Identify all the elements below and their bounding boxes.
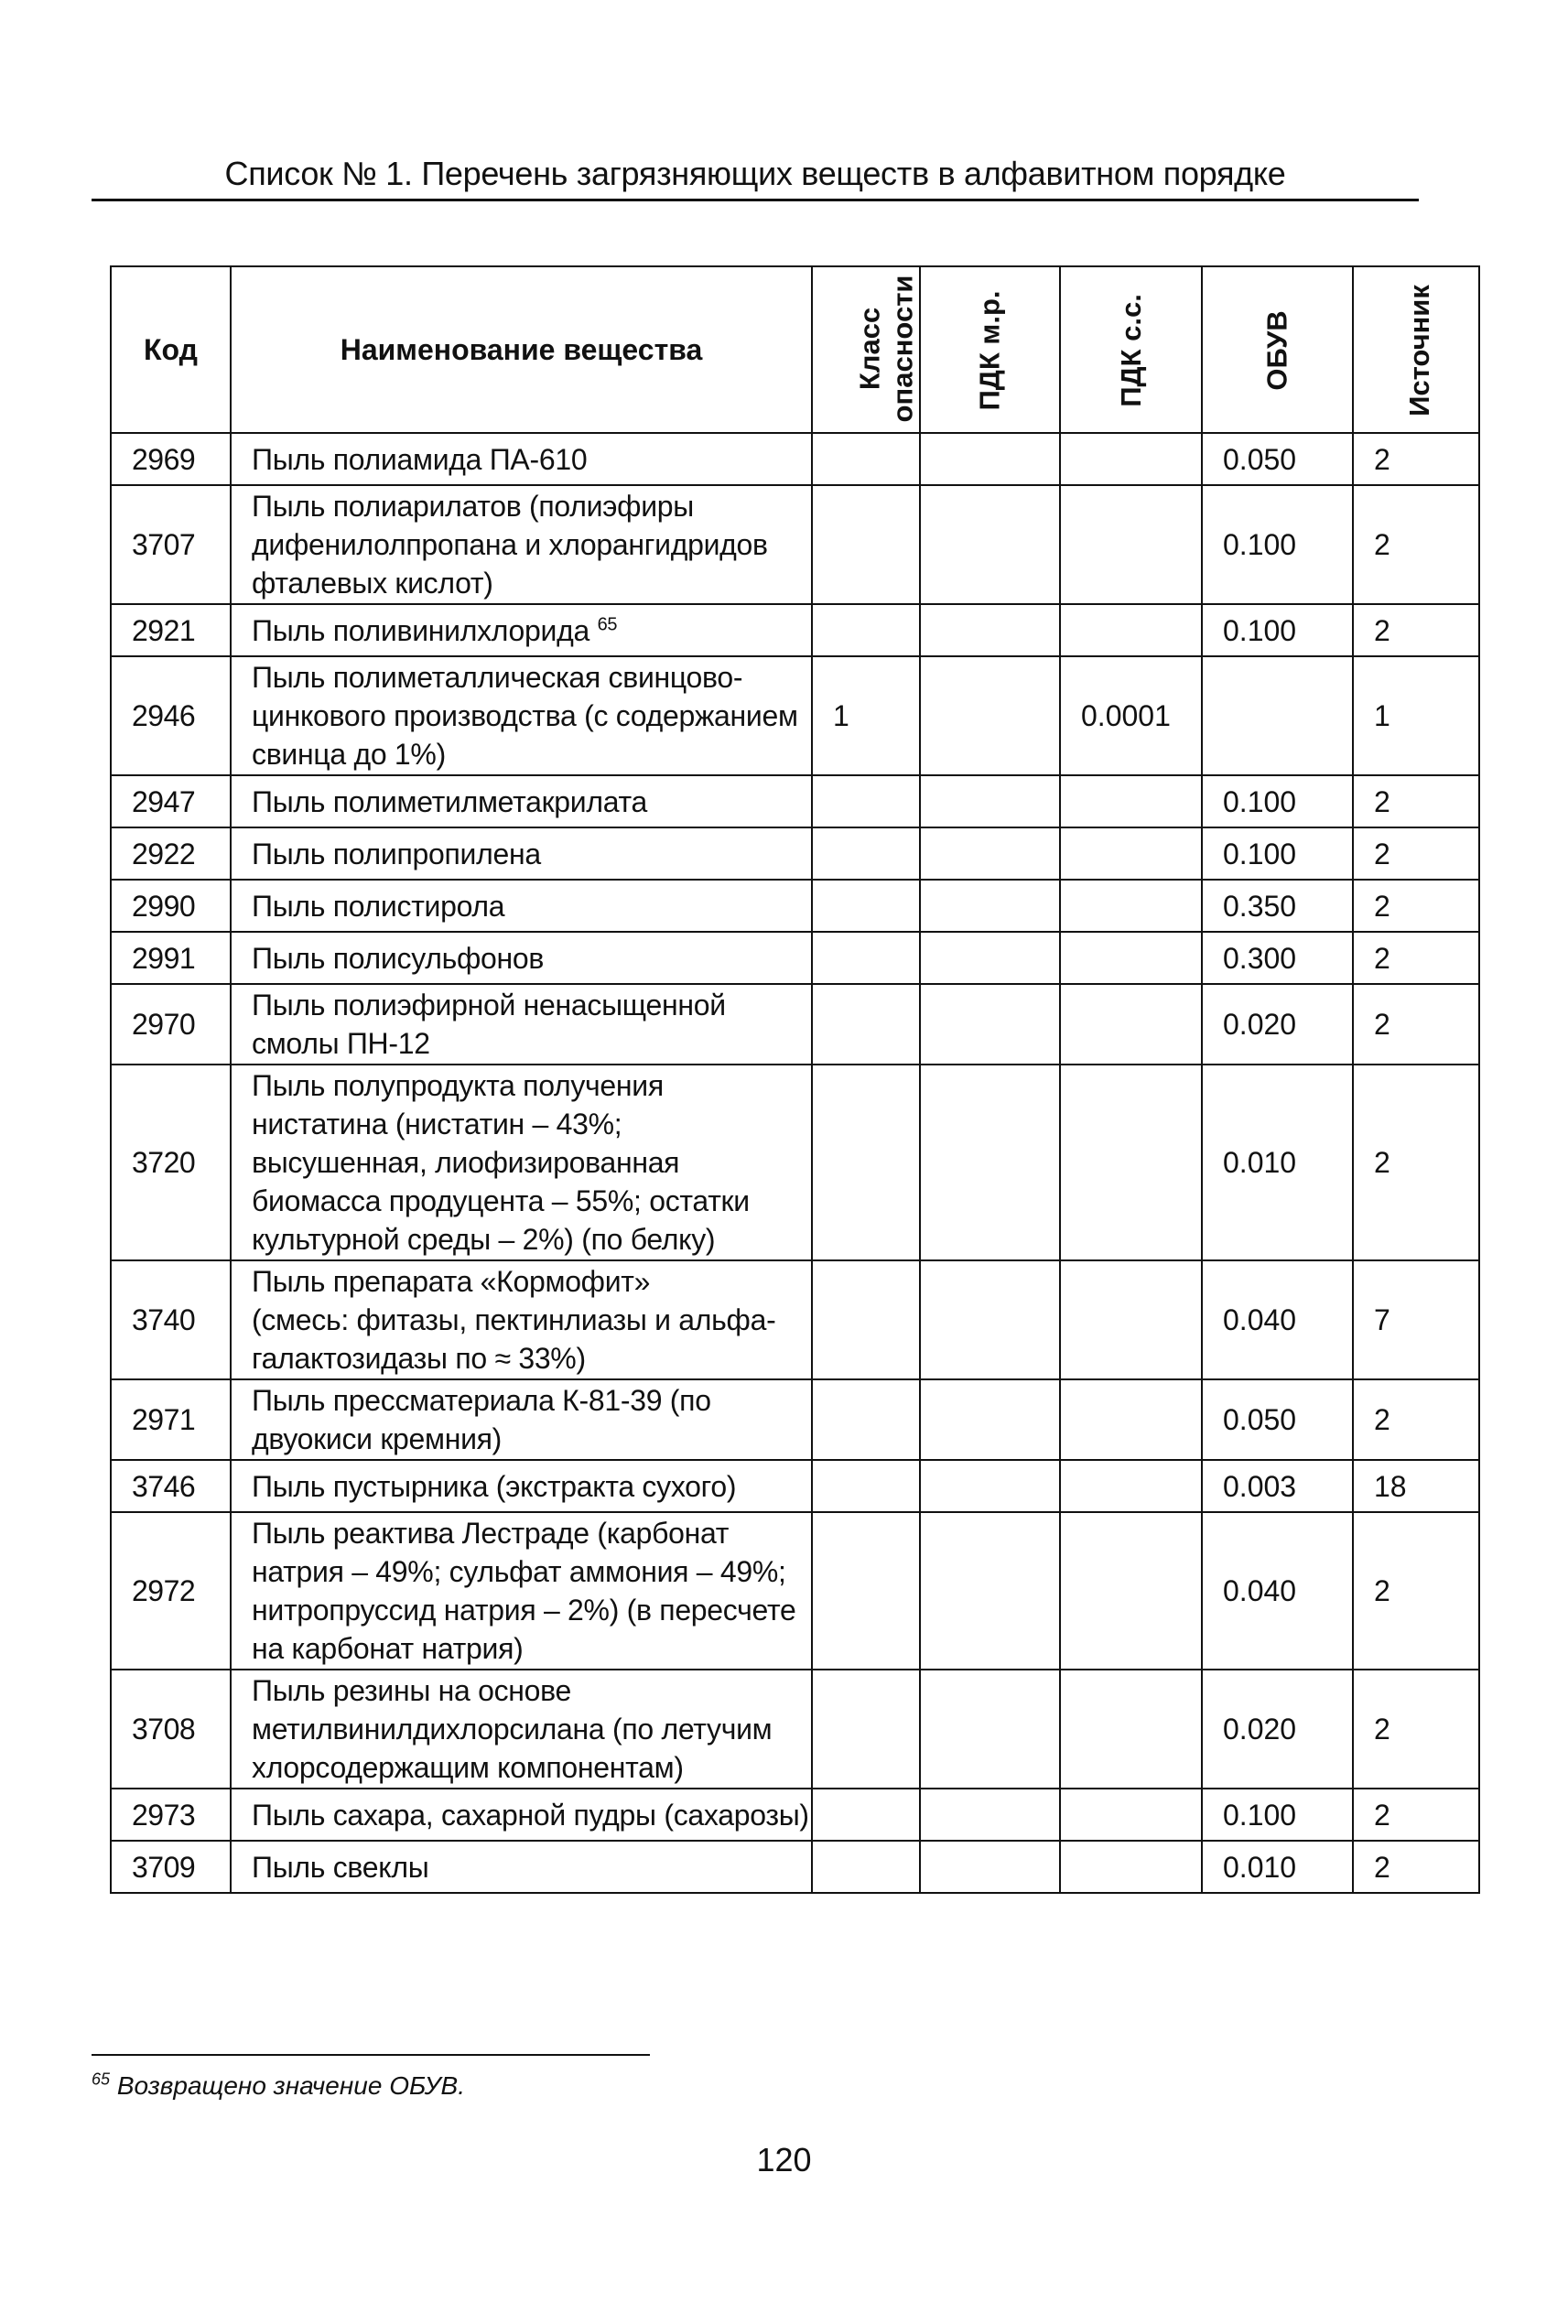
cell-name <box>231 1379 812 1460</box>
cell-name-line: Пыль реактива Лестраде (карбонат <box>252 1517 730 1550</box>
table-row <box>111 1512 1479 1670</box>
cell-code: 2946 <box>111 656 231 775</box>
cell-source: 2 <box>1353 1789 1479 1841</box>
cell-pdk-ss <box>1060 1379 1202 1460</box>
header-pdk-ss-label: ПДК с.с. <box>1114 294 1147 407</box>
cell-pdk-mr <box>920 485 1060 604</box>
page-title: Список № 1. Перечень загрязняющих веществ в алфавитном порядке <box>224 155 1286 192</box>
cell-code: 2947 <box>111 775 231 827</box>
cell-source: 2 <box>1353 775 1479 827</box>
cell-obuv: 0.010 <box>1202 1065 1353 1260</box>
cell-pdk-mr <box>920 1260 1060 1379</box>
header-hazard-class <box>812 266 920 433</box>
cell-name-line: хлорсодержащим компонентам) <box>252 1751 684 1784</box>
cell-pdk-ss <box>1060 1065 1202 1260</box>
table-row <box>111 1789 1479 1841</box>
substances-table <box>110 265 1480 1894</box>
cell-name-line: Пыль полиамида ПА-610 <box>252 442 588 476</box>
header-obuv <box>1202 266 1353 433</box>
cell-hazard-class: 1 <box>812 656 920 775</box>
cell-name-line: (смесь: фитазы, пектинлиазы и альфа- <box>252 1303 776 1336</box>
cell-name-line: на карбонат натрия) <box>252 1632 524 1665</box>
cell-name-line: метилвинилдихлорсилана (по летучим <box>252 1713 773 1746</box>
title-rule <box>92 199 1419 201</box>
cell-source: 18 <box>1353 1460 1479 1512</box>
cell-name-line: Пыль сахара, сахарной пудры (сахарозы) <box>252 1798 809 1832</box>
cell-obuv: 0.050 <box>1202 1379 1353 1460</box>
table-row <box>111 485 1479 604</box>
cell-name-line: Пыль полиарилатов (полиэфиры <box>252 490 694 523</box>
table-row <box>111 932 1479 984</box>
cell-name-line: смолы ПН-12 <box>252 1027 430 1060</box>
cell-code: 2973 <box>111 1789 231 1841</box>
table-row <box>111 827 1479 880</box>
cell-source: 2 <box>1353 932 1479 984</box>
header-code: Код <box>111 266 231 433</box>
cell-code: 3707 <box>111 485 231 604</box>
cell-name-line: свинца до 1%) <box>252 738 446 771</box>
cell-hazard-class <box>812 1670 920 1789</box>
header-source <box>1353 266 1479 433</box>
cell-source: 2 <box>1353 1512 1479 1670</box>
footnote-rule <box>92 2054 650 2056</box>
cell-hazard-class <box>812 433 920 485</box>
cell-code: 3740 <box>111 1260 231 1379</box>
cell-code: 3709 <box>111 1841 231 1893</box>
page-number: 120 <box>756 2141 812 2178</box>
cell-hazard-class <box>812 1379 920 1460</box>
cell-name-line: нитропруссид натрия – 2%) (в пересчете <box>252 1594 796 1627</box>
cell-pdk-ss <box>1060 1670 1202 1789</box>
cell-obuv: 0.050 <box>1202 433 1353 485</box>
cell-pdk-mr <box>920 1065 1060 1260</box>
cell-name-line: Пыль полиметаллическая свинцово- <box>252 661 743 694</box>
cell-name-line: Пыль полипропилена <box>252 837 541 870</box>
cell-source: 2 <box>1353 1670 1479 1789</box>
cell-name-line: галактозидазы по ≈ 33%) <box>252 1342 586 1375</box>
cell-pdk-ss <box>1060 1512 1202 1670</box>
header-source-label: Источник <box>1402 285 1435 416</box>
header-pdk-ss <box>1060 266 1202 433</box>
cell-name <box>231 1789 812 1841</box>
cell-name <box>231 1670 812 1789</box>
cell-pdk-mr <box>920 1789 1060 1841</box>
cell-code: 3746 <box>111 1460 231 1512</box>
cell-name-line: Пыль препарата «Кормофит» <box>252 1265 651 1298</box>
cell-obuv: 0.100 <box>1202 485 1353 604</box>
cell-pdk-ss <box>1060 604 1202 656</box>
table-row <box>111 1841 1479 1893</box>
header-name: Наименование вещества <box>231 266 812 433</box>
cell-name <box>231 880 812 932</box>
cell-obuv: 0.020 <box>1202 1670 1353 1789</box>
cell-code: 2972 <box>111 1512 231 1670</box>
cell-name-line: Пыль полистирола <box>252 889 505 923</box>
cell-hazard-class <box>812 604 920 656</box>
cell-pdk-ss <box>1060 485 1202 604</box>
cell-hazard-class <box>812 984 920 1065</box>
cell-obuv: 0.020 <box>1202 984 1353 1065</box>
cell-code: 2921 <box>111 604 231 656</box>
cell-name-line: Пыль полиэфирной ненасыщенной <box>252 989 726 1021</box>
cell-name <box>231 1512 812 1670</box>
header-obuv-label: ОБУВ <box>1260 310 1293 391</box>
table-header-row <box>111 266 1479 433</box>
cell-obuv: 0.100 <box>1202 1789 1353 1841</box>
cell-pdk-mr <box>920 984 1060 1065</box>
cell-pdk-mr <box>920 775 1060 827</box>
cell-name-line: двуокиси кремния) <box>252 1422 503 1455</box>
header-hazard-class-line1: Класс <box>853 307 886 391</box>
footnote <box>92 2070 465 2102</box>
cell-code: 2971 <box>111 1379 231 1460</box>
cell-pdk-ss <box>1060 880 1202 932</box>
table-row <box>111 1260 1479 1379</box>
cell-hazard-class <box>812 1512 920 1670</box>
cell-source: 2 <box>1353 604 1479 656</box>
cell-obuv <box>1202 656 1353 775</box>
cell-obuv: 0.003 <box>1202 1460 1353 1512</box>
cell-pdk-mr <box>920 656 1060 775</box>
cell-code: 3720 <box>111 1065 231 1260</box>
cell-hazard-class <box>812 932 920 984</box>
table-row <box>111 604 1479 656</box>
cell-name-line: нистатина (нистатин – 43%; <box>252 1108 622 1140</box>
cell-pdk-mr <box>920 1512 1060 1670</box>
table-row <box>111 656 1479 775</box>
cell-code: 2922 <box>111 827 231 880</box>
cell-hazard-class <box>812 880 920 932</box>
cell-pdk-mr <box>920 1460 1060 1512</box>
cell-obuv: 0.040 <box>1202 1512 1353 1670</box>
cell-pdk-ss <box>1060 932 1202 984</box>
cell-pdk-mr <box>920 1841 1060 1893</box>
cell-name-line: культурной среды – 2%) (по белку) <box>252 1223 716 1256</box>
table-row <box>111 1065 1479 1260</box>
cell-name-line: Пыль резины на основе <box>252 1674 571 1707</box>
cell-obuv: 0.010 <box>1202 1841 1353 1893</box>
cell-name-line: натрия – 49%; сульфат аммония – 49%; <box>252 1555 786 1588</box>
cell-pdk-ss <box>1060 1841 1202 1893</box>
cell-name <box>231 1841 812 1893</box>
cell-hazard-class <box>812 775 920 827</box>
cell-pdk-ss <box>1060 433 1202 485</box>
cell-obuv: 0.350 <box>1202 880 1353 932</box>
cell-name <box>231 1260 812 1379</box>
cell-pdk-mr <box>920 827 1060 880</box>
cell-source: 2 <box>1353 433 1479 485</box>
cell-source: 2 <box>1353 1841 1479 1893</box>
cell-obuv: 0.100 <box>1202 775 1353 827</box>
cell-name <box>231 932 812 984</box>
cell-name <box>231 775 812 827</box>
cell-name <box>231 827 812 880</box>
cell-source: 7 <box>1353 1260 1479 1379</box>
cell-pdk-mr <box>920 932 1060 984</box>
cell-name-line: Пыль полупродукта получения <box>252 1069 664 1102</box>
cell-pdk-mr <box>920 1670 1060 1789</box>
cell-pdk-ss <box>1060 775 1202 827</box>
cell-name-line: дифенилолпропана и хлорангидридов <box>252 528 768 561</box>
cell-name <box>231 984 812 1065</box>
cell-hazard-class <box>812 827 920 880</box>
cell-name <box>231 1460 812 1512</box>
cell-source: 2 <box>1353 984 1479 1065</box>
header-pdk-mr <box>920 266 1060 433</box>
cell-hazard-class <box>812 485 920 604</box>
footnote-ref: 65 <box>597 613 618 634</box>
cell-pdk-mr <box>920 1379 1060 1460</box>
cell-hazard-class <box>812 1789 920 1841</box>
cell-name <box>231 656 812 775</box>
cell-obuv: 0.300 <box>1202 932 1353 984</box>
cell-code: 2991 <box>111 932 231 984</box>
cell-obuv: 0.100 <box>1202 604 1353 656</box>
table-body <box>111 433 1479 1893</box>
cell-name-line: Пыль пустырника (экстракта сухого) <box>252 1469 737 1503</box>
cell-obuv: 0.040 <box>1202 1260 1353 1379</box>
cell-pdk-ss <box>1060 1460 1202 1512</box>
cell-source: 1 <box>1353 656 1479 775</box>
cell-name-line: высушенная, лиофизированная <box>252 1146 680 1179</box>
cell-name-line: биомасса продуцента – 55%; остатки <box>252 1184 750 1217</box>
cell-pdk-mr <box>920 604 1060 656</box>
cell-pdk-mr <box>920 433 1060 485</box>
table-row <box>111 1670 1479 1789</box>
cell-name-line: Пыль прессматериала К-81-39 (по <box>252 1384 711 1417</box>
cell-name-line: Пыль поливинилхлорида <box>252 613 589 647</box>
cell-name-line: Пыль полисульфонов <box>252 941 545 975</box>
cell-name-line: Пыль свеклы <box>252 1850 429 1884</box>
cell-hazard-class <box>812 1065 920 1260</box>
footnote-mark: 65 <box>92 2070 111 2089</box>
cell-name-line: цинкового производства (с содержанием <box>252 699 798 732</box>
cell-name <box>231 485 812 604</box>
cell-obuv: 0.100 <box>1202 827 1353 880</box>
header-hazard-class-line2: опасности <box>886 275 919 423</box>
header-pdk-mr-label: ПДК м.р. <box>973 290 1006 411</box>
cell-name <box>231 1065 812 1260</box>
table-row <box>111 880 1479 932</box>
table-row <box>111 984 1479 1065</box>
cell-hazard-class <box>812 1260 920 1379</box>
cell-pdk-ss <box>1060 984 1202 1065</box>
cell-pdk-ss <box>1060 1789 1202 1841</box>
cell-code: 3708 <box>111 1670 231 1789</box>
cell-name <box>231 604 812 656</box>
cell-source: 2 <box>1353 827 1479 880</box>
table-row <box>111 433 1479 485</box>
cell-pdk-ss: 0.0001 <box>1060 656 1202 775</box>
cell-source: 2 <box>1353 880 1479 932</box>
cell-name-line: фталевых кислот) <box>252 567 493 600</box>
table-row <box>111 1460 1479 1512</box>
cell-hazard-class <box>812 1841 920 1893</box>
cell-source: 2 <box>1353 1065 1479 1260</box>
cell-name <box>231 433 812 485</box>
cell-source: 2 <box>1353 485 1479 604</box>
cell-pdk-ss <box>1060 827 1202 880</box>
cell-pdk-mr <box>920 880 1060 932</box>
cell-code: 2970 <box>111 984 231 1065</box>
cell-code: 2990 <box>111 880 231 932</box>
cell-pdk-ss <box>1060 1260 1202 1379</box>
cell-code: 2969 <box>111 433 231 485</box>
cell-source: 2 <box>1353 1379 1479 1460</box>
cell-name-line: Пыль полиметилметакрилата <box>252 784 648 818</box>
table-row <box>111 1379 1479 1460</box>
table-row <box>111 775 1479 827</box>
cell-hazard-class <box>812 1460 920 1512</box>
footnote-text: Возвращено значение ОБУВ. <box>116 2071 465 2100</box>
